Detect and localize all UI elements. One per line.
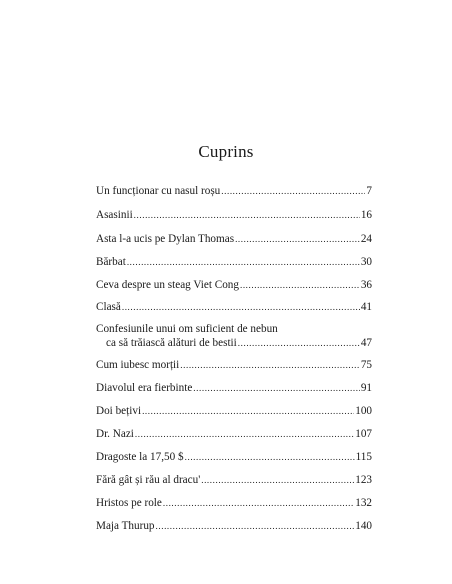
toc-entry-title: Clasă <box>96 301 121 313</box>
toc-entry-page: 24 <box>360 233 372 245</box>
leader-dots <box>135 427 354 441</box>
leader-dots <box>193 381 360 395</box>
toc-entry-page: 123 <box>355 474 372 486</box>
toc-entry-title: Diavolul era fierbinte <box>96 382 193 394</box>
toc-entry-title: Cum iubesc morții <box>96 359 180 371</box>
toc-entry-title: Ceva despre un steag Viet Cong <box>96 279 239 291</box>
toc-entry <box>96 322 372 350</box>
toc-entry-page: 91 <box>360 382 372 394</box>
leader-dots <box>163 496 354 510</box>
toc-entry-title: Un funcționar cu nasul roșu <box>96 185 221 197</box>
toc-entry-title: Bărbat <box>96 256 126 268</box>
toc-entry-page: 41 <box>360 301 372 313</box>
leader-dots <box>127 255 360 269</box>
toc-entry-title-line1: Confesiunile unui om suficient de nebun <box>96 323 278 335</box>
toc-entry <box>96 255 372 269</box>
toc-entry <box>96 496 372 510</box>
toc-entry-page: 100 <box>355 405 372 417</box>
toc-entry-title: Maja Thurup <box>96 520 155 532</box>
toc-entry <box>96 519 372 533</box>
toc-entry <box>96 404 372 418</box>
toc-entry-page: 107 <box>355 428 372 440</box>
toc-entry-page: 75 <box>360 359 372 371</box>
toc-entry <box>96 450 372 464</box>
toc-entry-page: 115 <box>355 451 372 463</box>
leader-dots <box>240 278 360 292</box>
page-title: Cuprins <box>198 142 254 161</box>
toc-entry-page: 7 <box>366 185 372 197</box>
toc-entry <box>96 278 372 292</box>
toc-entry <box>96 427 372 441</box>
leader-dots <box>142 404 354 418</box>
leader-dots <box>122 300 360 314</box>
toc-entry <box>96 381 372 395</box>
toc-entry-page: 140 <box>355 520 372 532</box>
leader-dots <box>238 336 360 350</box>
leader-dots <box>201 473 354 487</box>
toc-entry-title: ca să trăiască alături de bestii <box>106 337 237 349</box>
toc-entry <box>96 208 372 222</box>
leader-dots <box>180 358 360 372</box>
toc-entry-page: 30 <box>360 256 372 268</box>
leader-dots <box>185 450 355 464</box>
leader-dots <box>134 208 360 222</box>
toc-entry <box>96 184 372 198</box>
toc-entry <box>96 358 372 372</box>
toc-entry-title: Asta l-a ucis pe Dylan Thomas <box>96 233 235 245</box>
toc-entry-page: 36 <box>360 279 372 291</box>
toc-entry-title: Dr. Nazi <box>96 428 134 440</box>
toc-entry-title: Dragoste la 17,50 $ <box>96 451 184 463</box>
toc-entry-page: 132 <box>355 497 372 509</box>
toc-entry-title: Hristos pe role <box>96 497 162 509</box>
toc-entry-page: 47 <box>360 337 372 349</box>
leader-dots <box>235 232 360 246</box>
leader-dots <box>156 519 355 533</box>
toc-entry-title: Asasinii <box>96 209 133 221</box>
toc-entry-title: Doi bețivi <box>96 405 142 417</box>
leader-dots <box>221 184 365 198</box>
toc-entry <box>96 232 372 246</box>
toc-entry-title: Fără gât și rău al dracu' <box>96 474 201 486</box>
toc-entry-page: 16 <box>360 209 372 221</box>
toc-entry <box>96 473 372 487</box>
toc-entry <box>96 300 372 314</box>
